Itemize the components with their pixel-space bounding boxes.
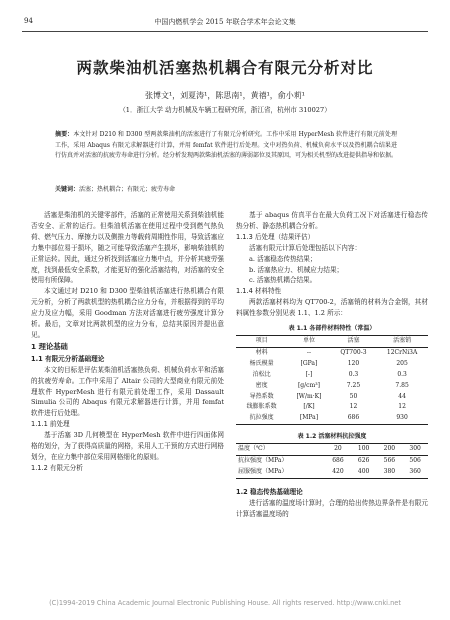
table-cell: 686 bbox=[331, 413, 376, 424]
table-cell: 12 bbox=[349, 403, 358, 411]
postprocess-intro: 活塞有限元计算后处理包括以下内容： bbox=[249, 243, 362, 252]
table-header: 温度（℃） bbox=[236, 444, 325, 456]
table-cell: 930 bbox=[376, 413, 428, 424]
table-cell: [/K] bbox=[303, 403, 315, 411]
abstract bbox=[55, 130, 397, 162]
page-number: 94 bbox=[24, 17, 33, 25]
table-cell: 12CrNi3A bbox=[376, 347, 428, 358]
table-header: 单位 bbox=[287, 335, 331, 347]
table-cell: [GPa] bbox=[300, 359, 318, 367]
table-cell: 7.85 bbox=[395, 381, 409, 389]
table-cell: 506 bbox=[402, 456, 428, 467]
paper-title: 两款柴油机活塞热机耦合有限元分析对比 bbox=[76, 58, 374, 77]
table-header: 项目 bbox=[236, 335, 287, 347]
table-header: 200 bbox=[377, 444, 403, 456]
postprocess-item-a: a. 活塞稳态传热结果； bbox=[249, 254, 317, 263]
table-cell: 205 bbox=[396, 359, 408, 367]
postprocess-item-b: b. 活塞热应力、机械应力结果； bbox=[249, 265, 344, 274]
table-cell: 400 bbox=[351, 467, 377, 478]
table-cell: [-] bbox=[305, 370, 313, 378]
table-cell: 7.25 bbox=[346, 381, 361, 389]
keywords-label: 关键词： bbox=[55, 186, 80, 193]
table-cell: 420 bbox=[325, 467, 351, 478]
table-row bbox=[236, 456, 428, 467]
keywords-text: 活塞；热机耦合；有限元；疲劳寿命 bbox=[79, 186, 176, 193]
table-cell: 线膨胀系数 bbox=[246, 403, 277, 411]
affiliation: （1．浙江大学 动力机械及车辆工程研究所，浙江省，杭州市 310027） bbox=[119, 106, 331, 114]
table-cell: 抗拉强度 bbox=[236, 413, 287, 424]
table-cell: 380 bbox=[377, 467, 403, 478]
heat-transfer-paragraph: 进行活塞的温度场计算时，合理的给出传热边界条件是有限元计算活塞温度场的 bbox=[236, 498, 428, 518]
fea-theory-paragraph: 本文的目标是评估某柴油机活塞热负荷、机械负荷水平和活塞的抗疲劳寿命。工作中采用了 Altair 公司的大型商业有限元前处理软件 HyperMesh 进行有限元前处理工作，采用 Dassault Simulia 公司的 Abaqus 有限元求解器进行计算，并用 femfat 软件进行后处理。 bbox=[31, 365, 224, 418]
table-row bbox=[236, 359, 428, 370]
table-cell: -- bbox=[287, 347, 331, 358]
section-heading-1-1-3: 1.1.3 后处理（结果评估） bbox=[236, 232, 315, 241]
intro-paragraph-1: 活塞是柴油机的关键零部件，活塞的正常使用关系到柴油机能否安全、正常的运行。但柴油机活塞在使用过程中受到燃气热负荷、燃气压力、摩擦力以及侧推力等载荷周期性作用，导致活塞应力集中部位易于损坏，随之可能导致活塞产生损坏，影响柴油机的正常运转。因此，通过分析找到活塞应力集中点，并分析其疲劳强度，找到最低安全系数，才能更好的强化活塞结构，对活塞的安全使用有所保障。 bbox=[31, 211, 224, 285]
section-heading-1-2: 1.2 稳态传热基础理论 bbox=[236, 487, 303, 496]
preprocess-paragraph: 基于活塞 3D 几何模型在 HyperMesh 软件中进行四面体网格的划分，为了获得高质量的网格，采用人工干预的方式进行网格划分，在应力集中部位采用网格细化的原则。 bbox=[31, 431, 224, 461]
author-list: 张博文¹，刘夏涛¹，陈思南¹，黄禧¹，俞小莉¹ bbox=[144, 91, 306, 100]
table-cell: 12 bbox=[398, 403, 406, 411]
left-column bbox=[31, 210, 224, 474]
table-header: 300 bbox=[402, 444, 428, 456]
table-cell: [W/m·K] bbox=[296, 392, 322, 400]
keywords bbox=[55, 184, 397, 193]
table-1-caption: 表 1.1 各部件材料特性（常温） bbox=[288, 325, 376, 333]
right-column bbox=[236, 210, 428, 520]
journal-name: 中国内燃机学会 2015 年联合学术年会论文集 bbox=[154, 18, 296, 26]
table-row bbox=[236, 413, 428, 424]
section-heading-1-1: 1.1 有限元分析基础理论 bbox=[31, 354, 105, 363]
table-cell: 120 bbox=[347, 359, 360, 367]
abstract-text: 本文针对 D210 和 D300 型两款柴油机的活塞进行了有限元分析研究。工作中采用 HyperMesh 软件进行有限元前处理工作，采用 Abaqus 有限元求解器进行计算，并用 femfat 软件进行后处理。文中对热负荷、机械负荷水平以及热机耦合结果进行仿真并对活塞的抗疲劳寿命进行分析。经分析发现两款柴油机活塞的薄弱部位及其原因，可为相关机型的改进提供指导和依据。 bbox=[55, 131, 398, 160]
table-row bbox=[236, 392, 428, 403]
table-cell: 屈服强度（MPa） bbox=[236, 467, 325, 478]
table-cell: 44 bbox=[398, 392, 406, 400]
section-heading-1-1-1: 1.1.1 前处理 bbox=[31, 420, 70, 429]
tensile-strength-table bbox=[236, 443, 428, 479]
table-cell: 密度 bbox=[255, 381, 268, 389]
table-cell: 50 bbox=[349, 392, 358, 400]
table-cell: [MPa] bbox=[287, 413, 331, 424]
header-rule bbox=[22, 31, 428, 32]
table-cell: QT700-3 bbox=[331, 347, 376, 358]
abstract-label: 摘要： bbox=[55, 131, 74, 138]
intro-paragraph-2: 本文通过对 D210 和 D300 型柴油机活塞进行热机耦合有限元分析，分析了两款机型的热机耦合应力分布，并根据得到的平均应力及应力幅，采用 Goodman 方法对活塞进行疲劳强度计算分析。最后，文章对比两款机型的应力分布，总结其原因并提出意见。 bbox=[31, 287, 224, 339]
material-paragraph: 两款活塞材料均为 QT700-2，活塞销的材料为合金钢，其材料属性参数分别见表 1.1、1.2 所示： bbox=[236, 298, 428, 318]
copyright-footer: (C)1994-2019 China Academic Journal Electronic Publishing House. All rights reserved. http://www.cnki.net bbox=[49, 599, 401, 607]
table-cell: 626 bbox=[351, 456, 377, 467]
table-cell: 0.3 bbox=[348, 370, 359, 378]
table-cell: 泊松比 bbox=[252, 370, 271, 378]
table-cell: 导热系数 bbox=[249, 392, 274, 400]
table-row bbox=[236, 467, 428, 478]
table-row bbox=[236, 347, 428, 358]
table-cell: 抗拉强度（MPa） bbox=[236, 456, 325, 467]
table-row bbox=[236, 370, 428, 381]
table-2-caption: 表 1.2 活塞材料抗拉强度 bbox=[297, 433, 367, 441]
table-cell: 566 bbox=[377, 456, 403, 467]
table-row bbox=[236, 402, 428, 413]
table-header: 活塞销 bbox=[376, 335, 428, 347]
table-header: 100 bbox=[351, 444, 377, 456]
running-header bbox=[24, 17, 426, 29]
analysis-paragraph: 基于 abaqus 仿真平台在最大负荷工况下对活塞进行稳态传热分析、静态热机耦合分析。 bbox=[236, 211, 428, 230]
section-heading-1: 1 理论基础 bbox=[31, 341, 68, 351]
material-properties-table bbox=[236, 335, 428, 425]
table-row bbox=[236, 381, 428, 392]
table-header: 活塞 bbox=[331, 335, 376, 347]
postprocess-item-c: c. 活塞热机耦合结果。 bbox=[249, 276, 317, 285]
section-heading-1-1-4: 1.1.4 材料特性 bbox=[236, 287, 282, 296]
section-heading-1-1-2: 1.1.2 有限元分析 bbox=[31, 463, 83, 472]
table-cell: 686 bbox=[325, 456, 351, 467]
table-cell: 杨氏模量 bbox=[249, 359, 274, 367]
table-header: 20 bbox=[325, 444, 351, 456]
table-cell: [g/cm³] bbox=[297, 381, 320, 389]
table-cell: 材料 bbox=[236, 347, 287, 358]
table-cell: 360 bbox=[402, 467, 428, 478]
table-cell: 0.3 bbox=[397, 370, 407, 378]
